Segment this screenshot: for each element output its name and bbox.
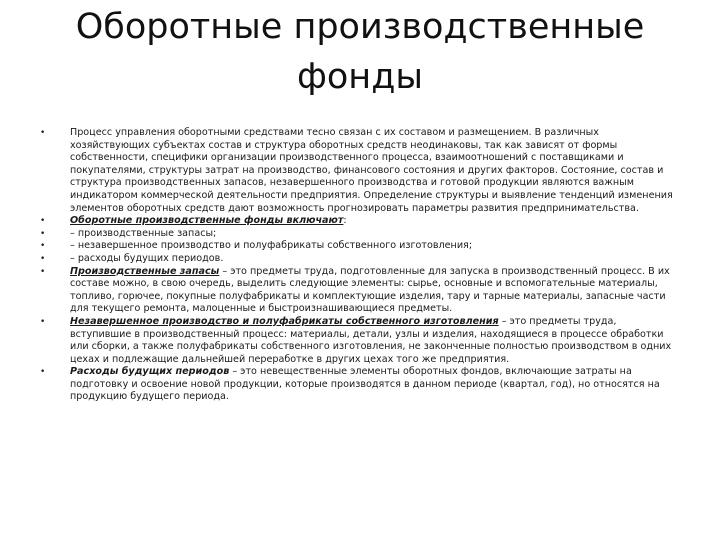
bullet-icon: • [40, 216, 46, 227]
item-text: – расходы будущих периодов. [70, 252, 224, 264]
item-text: : [343, 215, 347, 227]
item-lead: Оборотные производственные фонды включают [70, 215, 344, 227]
item-text: – это предметы труда, подготовленные для запуска в производственный процесс. В их составе можно, в свою очередь, выделить следующие элементы: сырье, основные и вспомогательные материалы, топливо, горючее, покупные полуфабрикаты и комплектующие изделия, тару и тарные материалы, запасные части для текущего ремонта, малоценные и быстроизнашивающиеся предметы. [70, 265, 670, 315]
list-item [40, 228, 680, 241]
list-item [40, 127, 680, 215]
bullet-icon: • [40, 241, 46, 252]
list-item [40, 266, 680, 316]
item-lead: Расходы будущих периодов [70, 366, 230, 378]
bullet-list [40, 127, 680, 404]
item-text: – это предметы труда, вступившие в производственный процесс: материалы, детали, узлы и изделия, находящиеся в процессе обработки или сборки, а также полуфабрикаты собственного изготовления, не законченные полностью производством в одних цехах и подлежащие дальнейшей переработке в других цехах того же предприятия. [70, 315, 672, 365]
item-lead: Производственные запасы [70, 265, 220, 277]
list-item [40, 366, 680, 404]
item-text: Процесс управления оборотными средствами тесно связан с их составом и размещением. В различных хозяйствующих субъектах состав и структура оборотных средств неодинаковы, так как зависят от формы собственности, специфики организации производственного процесса, взаимоотношений с поставщиками и покупателями, структуры затрат на производство, финансового состояния и других факторов. Состояние, состав и структура производственных запасов, незавершенного производства и готовой продукции являются важным индикатором коммерческой деятельности предприятия. Определение структуры и выявление тенденций изменения элементов оборотных средств дают возможность прогнозировать параметры развития предпринимательства. [70, 127, 673, 214]
bullet-icon: • [40, 228, 46, 239]
bullet-icon: • [40, 128, 46, 138]
slide-title: Оборотные производственные фонды [75, 7, 645, 97]
item-text: – производственные запасы; [70, 227, 217, 239]
bullet-icon: • [40, 367, 46, 378]
bullet-icon: • [40, 316, 46, 327]
list-item [40, 253, 680, 266]
list-item [40, 316, 680, 366]
list-item [40, 215, 680, 228]
item-lead: Незавершенное производство и полуфабрикаты собственного изготовления [70, 315, 499, 327]
bullet-icon: • [40, 266, 46, 277]
bullet-icon: • [40, 253, 46, 264]
list-item [40, 240, 680, 253]
item-text: – незавершенное производство и полуфабрикаты собственного изготовления; [70, 240, 473, 252]
item-text: – это невещественные элементы оборотных фондов, включающие затраты на подготовку и освоение новой продукции, которые производятся в данном периоде (квартал, год), но относятся на продукцию будущего периода. [70, 366, 660, 403]
